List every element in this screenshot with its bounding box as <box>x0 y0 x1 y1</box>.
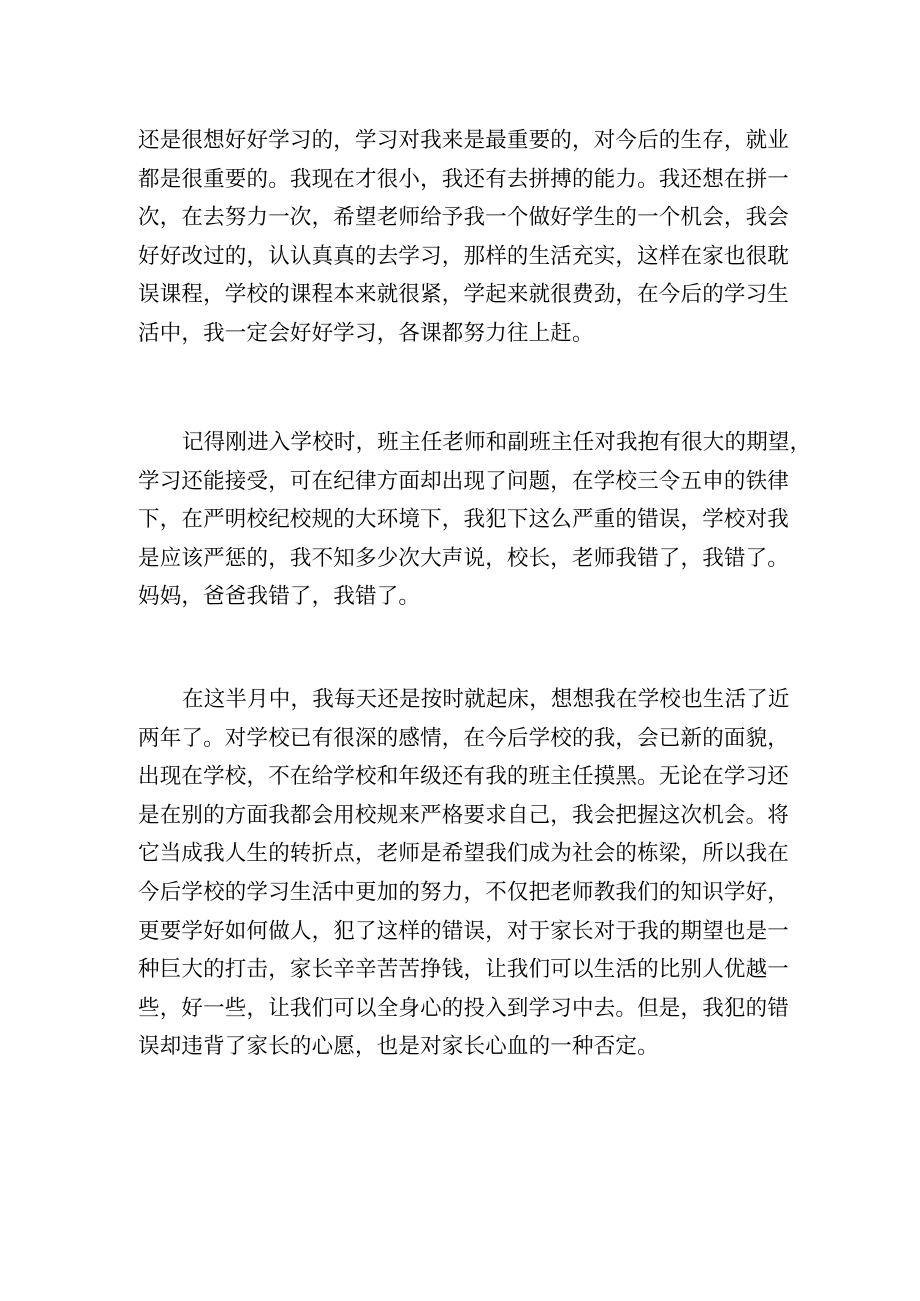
text-line: 活中，我一定会好好学习，各课都努力往上赶。 <box>138 320 594 346</box>
text-line: 好好改过的，认认真真的去学习，那样的生活充实，这样在家也很耽 <box>138 243 790 269</box>
text-line: 都是很重要的。我现在才很小，我还有去拼搏的能力。我还想在拼一 <box>138 166 790 192</box>
text-line: 下，在严明校纪校规的大环境下，我犯下这么严重的错误，学校对我 <box>138 507 790 533</box>
paragraph-1 <box>138 122 798 354</box>
text-line: 些，好一些，让我们可以全身心的投入到学习中去。但是，我犯的错 <box>138 995 790 1021</box>
text-line: 是应该严惩的，我不知多少次大声说，校长，老师我错了，我错了。 <box>138 545 790 571</box>
text-line: 今后学校的学习生活中更加的努力，不仅把老师教我们的知识学好， <box>138 879 790 905</box>
text-line: 它当成我人生的转折点，老师是希望我们成为社会的栋梁，所以我在 <box>138 841 790 867</box>
text-line: 妈妈，爸爸我错了，我错了。 <box>138 584 421 610</box>
text-line: 出现在学校，不在给学校和年级还有我的班主任摸黑。无论在学习还 <box>138 764 790 790</box>
text-line-indented: 在这半月中，我每天还是按时就起床，想想我在学校也生活了近 <box>182 687 790 712</box>
text-line: 还是很想好好学习的，学习对我来是最重要的，对今后的生存，就业 <box>138 128 790 153</box>
text-line: 学习还能接受，可在纪律方面却出现了问题，在学校三令五申的铁律 <box>138 468 790 494</box>
text-line: 误课程，学校的课程本来就很紧，学起来就很费劲，在今后的学习生 <box>138 282 790 308</box>
text-line-indented: 记得刚进入学校时，班主任老师和副班主任对我抱有很大的期望， <box>182 430 812 455</box>
text-line: 种巨大的打击，家长辛辛苦苦挣钱，让我们可以生活的比别人优越一 <box>138 957 790 983</box>
text-line: 次，在去努力一次，希望老师给予我一个做好学生的一个机会，我会 <box>138 205 790 231</box>
paragraph-3 <box>138 681 798 1067</box>
text-line: 更要学好如何做人，犯了这样的错误，对于家长对于我的期望也是一 <box>138 918 790 944</box>
text-line: 误却违背了家长的心愿，也是对家长心血的一种否定。 <box>138 1034 659 1060</box>
text-line: 是在别的方面我都会用校规来严格要求自己，我会把握这次机会。将 <box>138 802 790 828</box>
text-line: 两年了。对学校已有很深的感情，在今后学校的我，会已新的面貌， <box>138 725 790 751</box>
paragraph-2 <box>138 424 812 617</box>
